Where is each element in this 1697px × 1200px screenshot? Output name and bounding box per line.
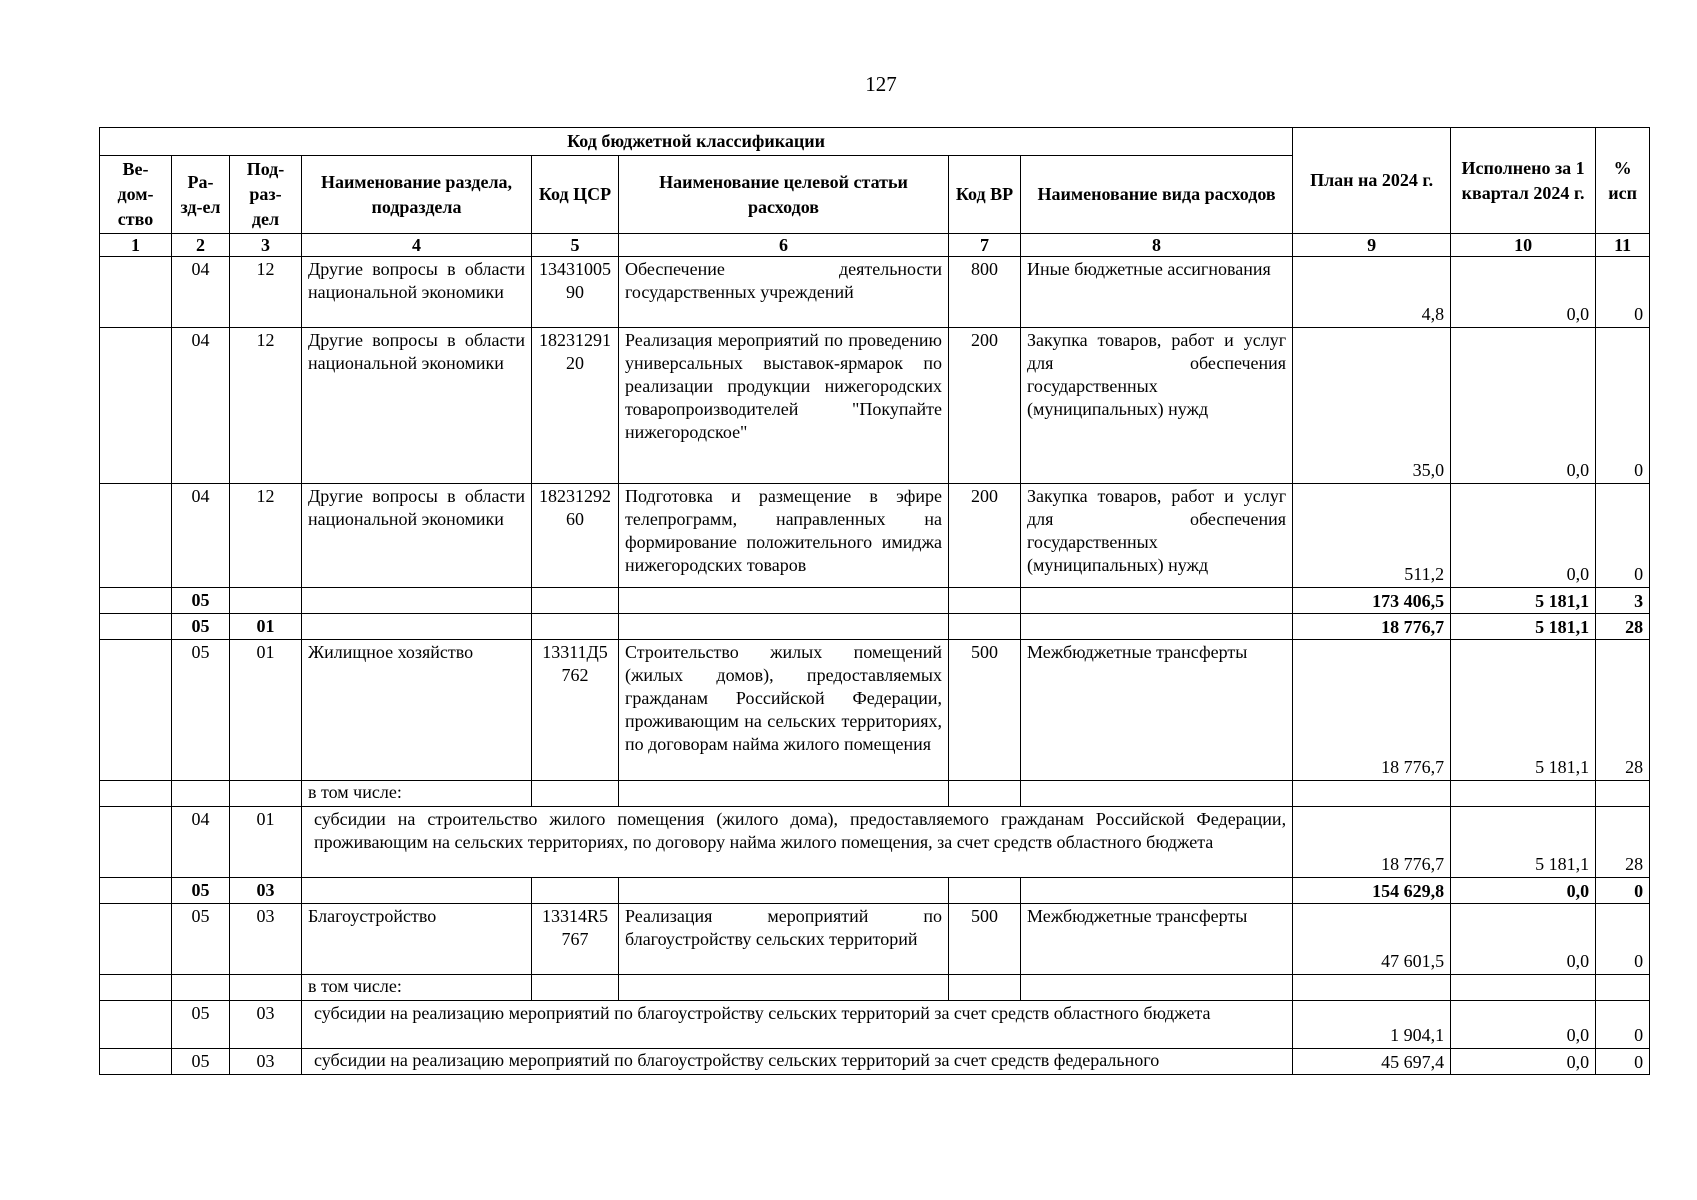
done-cell	[1451, 781, 1596, 807]
column-number: 3	[230, 234, 302, 257]
column-number: 9	[1293, 234, 1451, 257]
done-cell: 5 181,1	[1451, 614, 1596, 640]
header-vr-name: Наименование вида расходов	[1021, 156, 1293, 234]
vr-cell: 200	[949, 328, 1021, 484]
section-total-row	[100, 588, 1650, 614]
header-target-name: Наименование целевой статьи расходов	[619, 156, 949, 234]
pct-cell: 28	[1596, 640, 1650, 781]
plan-cell: 154 629,8	[1293, 878, 1451, 904]
vedomstvo-cell	[100, 878, 172, 904]
pct-cell: 0	[1596, 904, 1650, 975]
subsidy-text: субсидии на реализацию мероприятий по благоустройству сельских территорий за счет средств федерального	[302, 1049, 1293, 1075]
target-name-cell: Реализация мероприятий по проведению универсальных выставок-ярмарок по реализации продукции нижегородских товаропроизводителей "Покупайте нижегородское"	[619, 328, 949, 484]
header-group: Код бюджетной классификации	[100, 128, 1293, 156]
vedomstvo-cell	[100, 807, 172, 878]
csr-cell	[532, 878, 619, 904]
table-row	[100, 257, 1650, 328]
podrazdel-cell: 03	[230, 904, 302, 975]
podrazdel-cell: 03	[230, 878, 302, 904]
vedomstvo-cell	[100, 1049, 172, 1075]
header-vedomstvo: Ве-дом-ство	[100, 156, 172, 234]
csr-cell	[532, 781, 619, 807]
podrazdel-cell: 12	[230, 257, 302, 328]
table-row	[100, 640, 1650, 781]
razdel-cell: 05	[172, 878, 230, 904]
vr-name-cell	[1021, 878, 1293, 904]
csr-cell	[532, 588, 619, 614]
target-name-cell	[619, 975, 949, 1001]
subsidy-text: субсидии на реализацию мероприятий по благоустройству сельских территорий за счет средств областного бюджета	[302, 1001, 1293, 1049]
plan-cell: 511,2	[1293, 484, 1451, 588]
vedomstvo-cell	[100, 781, 172, 807]
header-row-1	[100, 128, 1650, 156]
subsidy-row	[100, 1001, 1650, 1049]
column-number: 8	[1021, 234, 1293, 257]
pct-cell: 0	[1596, 257, 1650, 328]
vedomstvo-cell	[100, 1001, 172, 1049]
podrazdel-cell	[230, 588, 302, 614]
done-cell	[1451, 975, 1596, 1001]
done-cell: 0,0	[1451, 904, 1596, 975]
podrazdel-cell: 03	[230, 1049, 302, 1075]
podrazdel-cell: 03	[230, 1001, 302, 1049]
vr-name-cell: Закупка товаров, работ и услуг для обеспечения государственных (муниципальных) нужд	[1021, 328, 1293, 484]
header-section-name: Наименование раздела, подраздела	[302, 156, 532, 234]
column-number: 1	[100, 234, 172, 257]
vr-cell	[949, 614, 1021, 640]
target-name-cell	[619, 588, 949, 614]
vedomstvo-cell	[100, 257, 172, 328]
csr-cell: 13314R5767	[532, 904, 619, 975]
razdel-cell: 04	[172, 328, 230, 484]
vr-cell: 500	[949, 640, 1021, 781]
vr-cell: 200	[949, 484, 1021, 588]
section-name-cell	[302, 614, 532, 640]
column-number: 4	[302, 234, 532, 257]
including-row	[100, 975, 1650, 1001]
vr-name-cell: Межбюджетные трансферты	[1021, 640, 1293, 781]
including-label: в том числе:	[302, 781, 532, 807]
podrazdel-cell: 01	[230, 614, 302, 640]
pct-cell: 28	[1596, 807, 1650, 878]
subsection-total-row	[100, 614, 1650, 640]
header-pct: % исп	[1596, 128, 1650, 234]
plan-cell: 35,0	[1293, 328, 1451, 484]
razdel-cell: 05	[172, 640, 230, 781]
podrazdel-cell	[230, 975, 302, 1001]
podrazdel-cell	[230, 781, 302, 807]
pct-cell: 3	[1596, 588, 1650, 614]
csr-cell	[532, 975, 619, 1001]
pct-cell: 0	[1596, 878, 1650, 904]
done-cell: 0,0	[1451, 1001, 1596, 1049]
vr-cell	[949, 781, 1021, 807]
vr-cell: 800	[949, 257, 1021, 328]
done-cell: 0,0	[1451, 484, 1596, 588]
vr-name-cell	[1021, 614, 1293, 640]
subsection-total-row	[100, 878, 1650, 904]
subsidy-row	[100, 1049, 1650, 1075]
including-label: в том числе:	[302, 975, 532, 1001]
pct-cell	[1596, 975, 1650, 1001]
header-csr: Код ЦСР	[532, 156, 619, 234]
done-cell: 5 181,1	[1451, 640, 1596, 781]
column-number-row	[100, 234, 1650, 257]
vr-name-cell	[1021, 975, 1293, 1001]
vr-name-cell	[1021, 588, 1293, 614]
vr-name-cell: Иные бюджетные ассигнования	[1021, 257, 1293, 328]
plan-cell: 45 697,4	[1293, 1049, 1451, 1075]
including-row	[100, 781, 1650, 807]
page-number: 127	[865, 72, 897, 96]
target-name-cell: Реализация мероприятий по благоустройству сельских территорий	[619, 904, 949, 975]
section-name-cell	[302, 588, 532, 614]
razdel-cell: 05	[172, 1049, 230, 1075]
razdel-cell: 04	[172, 484, 230, 588]
razdel-cell: 04	[172, 807, 230, 878]
column-number: 7	[949, 234, 1021, 257]
plan-cell: 18 776,7	[1293, 640, 1451, 781]
section-name-cell: Благоустройство	[302, 904, 532, 975]
pct-cell: 0	[1596, 1001, 1650, 1049]
target-name-cell: Подготовка и размещение в эфире телепрограмм, направленных на формирование положительного имиджа нижегородских товаров	[619, 484, 949, 588]
razdel-cell: 04	[172, 257, 230, 328]
razdel-cell: 05	[172, 904, 230, 975]
section-name-cell	[302, 878, 532, 904]
csr-cell	[532, 614, 619, 640]
csr-cell: 1823129260	[532, 484, 619, 588]
plan-cell: 173 406,5	[1293, 588, 1451, 614]
header-vr: Код ВР	[949, 156, 1021, 234]
target-name-cell: Обеспечение деятельности государственных учреждений	[619, 257, 949, 328]
column-number: 2	[172, 234, 230, 257]
section-name-cell: Другие вопросы в области национальной экономики	[302, 257, 532, 328]
razdel-cell	[172, 975, 230, 1001]
vedomstvo-cell	[100, 588, 172, 614]
section-name-cell: Жилищное хозяйство	[302, 640, 532, 781]
done-cell: 0,0	[1451, 1049, 1596, 1075]
csr-cell: 1343100590	[532, 257, 619, 328]
vr-name-cell	[1021, 781, 1293, 807]
csr-cell: 1823129120	[532, 328, 619, 484]
plan-cell: 1 904,1	[1293, 1001, 1451, 1049]
column-number: 6	[619, 234, 949, 257]
section-name-cell: Другие вопросы в области национальной экономики	[302, 328, 532, 484]
pct-cell: 28	[1596, 614, 1650, 640]
budget-table	[99, 127, 1650, 1075]
column-number: 11	[1596, 234, 1650, 257]
razdel-cell: 05	[172, 588, 230, 614]
vedomstvo-cell	[100, 484, 172, 588]
column-number: 5	[532, 234, 619, 257]
done-cell: 5 181,1	[1451, 807, 1596, 878]
pct-cell: 0	[1596, 1049, 1650, 1075]
target-name-cell: Строительство жилых помещений (жилых домов), предоставляемых гражданам Российской Федерации, проживающим на сельских территориях, по договорам найма жилого помещения	[619, 640, 949, 781]
vedomstvo-cell	[100, 975, 172, 1001]
vedomstvo-cell	[100, 640, 172, 781]
vr-cell	[949, 588, 1021, 614]
plan-cell	[1293, 975, 1451, 1001]
header-podrazdel: Под-раз-дел	[230, 156, 302, 234]
podrazdel-cell: 12	[230, 484, 302, 588]
header-plan: План на 2024 г.	[1293, 128, 1451, 234]
section-name-cell: Другие вопросы в области национальной экономики	[302, 484, 532, 588]
header-done: Исполнено за 1 квартал 2024 г.	[1451, 128, 1596, 234]
table-row	[100, 484, 1650, 588]
done-cell: 0,0	[1451, 328, 1596, 484]
razdel-cell: 05	[172, 1001, 230, 1049]
target-name-cell	[619, 614, 949, 640]
plan-cell: 47 601,5	[1293, 904, 1451, 975]
target-name-cell	[619, 781, 949, 807]
subsidy-text: субсидии на строительство жилого помещения (жилого дома), предоставляемого гражданам Российской Федерации, проживающим на сельских территориях, по договору найма жилого помещения, за счет средств областного бюджета	[302, 807, 1293, 878]
target-name-cell	[619, 878, 949, 904]
pct-cell: 0	[1596, 484, 1650, 588]
vedomstvo-cell	[100, 614, 172, 640]
plan-cell: 18 776,7	[1293, 807, 1451, 878]
table-row	[100, 904, 1650, 975]
column-number: 10	[1451, 234, 1596, 257]
vedomstvo-cell	[100, 904, 172, 975]
pct-cell: 0	[1596, 328, 1650, 484]
plan-cell: 4,8	[1293, 257, 1451, 328]
vr-cell: 500	[949, 904, 1021, 975]
podrazdel-cell: 01	[230, 640, 302, 781]
header-razdel: Ра-зд-ел	[172, 156, 230, 234]
pct-cell	[1596, 781, 1650, 807]
plan-cell	[1293, 781, 1451, 807]
vr-cell	[949, 878, 1021, 904]
subsidy-row	[100, 807, 1650, 878]
razdel-cell: 05	[172, 614, 230, 640]
table-row	[100, 328, 1650, 484]
plan-cell: 18 776,7	[1293, 614, 1451, 640]
done-cell: 0,0	[1451, 878, 1596, 904]
razdel-cell	[172, 781, 230, 807]
csr-cell: 13311Д5762	[532, 640, 619, 781]
vr-name-cell: Межбюджетные трансферты	[1021, 904, 1293, 975]
podrazdel-cell: 01	[230, 807, 302, 878]
done-cell: 5 181,1	[1451, 588, 1596, 614]
podrazdel-cell: 12	[230, 328, 302, 484]
vr-name-cell: Закупка товаров, работ и услуг для обеспечения государственных (муниципальных) нужд	[1021, 484, 1293, 588]
done-cell: 0,0	[1451, 257, 1596, 328]
vr-cell	[949, 975, 1021, 1001]
vedomstvo-cell	[100, 328, 172, 484]
